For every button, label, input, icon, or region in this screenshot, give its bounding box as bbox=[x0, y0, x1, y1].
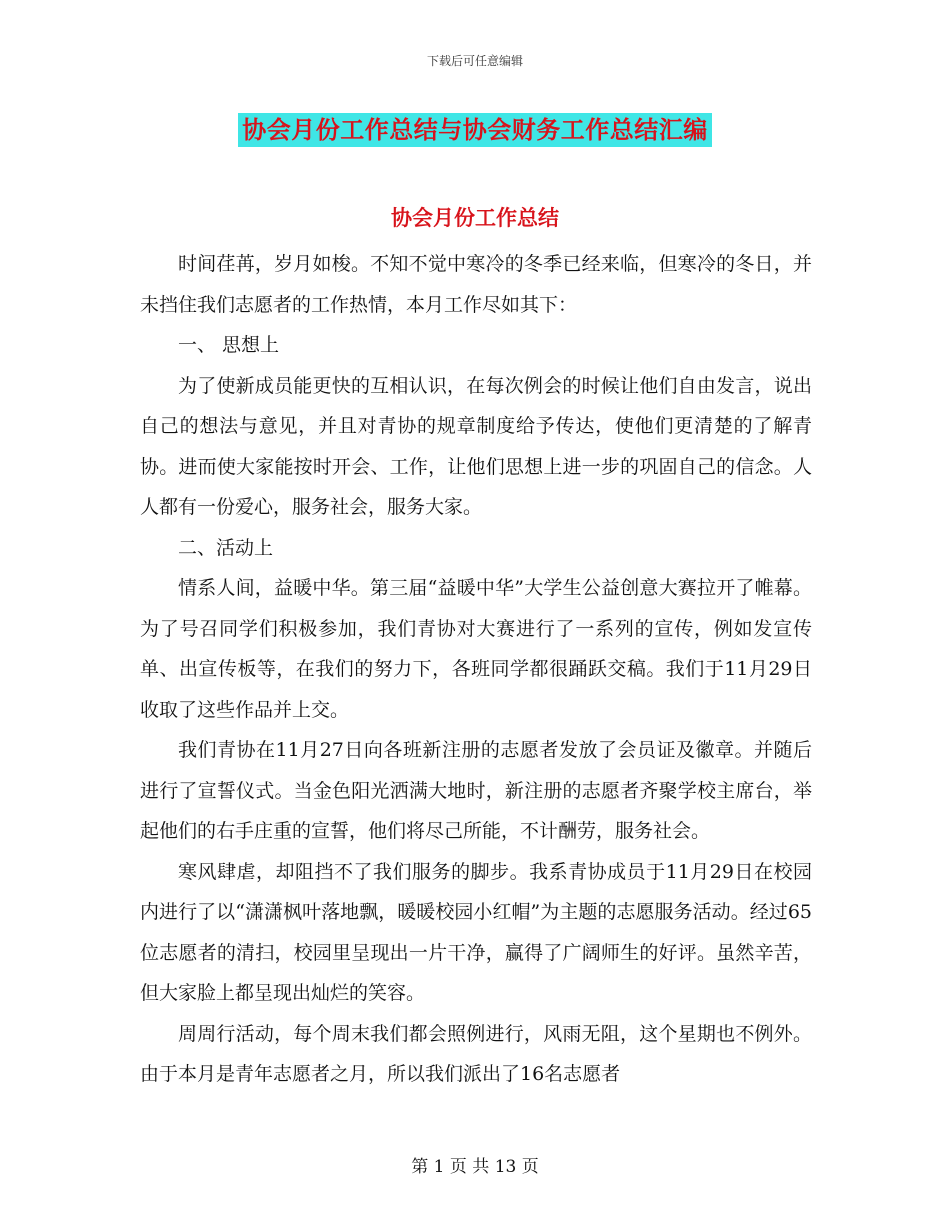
paragraph-intro: 时间荏苒，岁月如梭。不知不觉中寒冷的冬季已经来临，但寒冷的冬日，并未挡住我们志愿者的工作热情，本月工作尽如其下： bbox=[140, 253, 812, 316]
document-title-wrap bbox=[0, 113, 950, 147]
paragraph-contest: 情系人间，益暖中华。第三届“益暖中华”大学生公益创意大赛拉开了帷幕。为了号召同学们积极参加，我们青协对大赛进行了一系列的宣传，例如发宣传单、出宣传板等，在我们的努力下，各班同学都很踊跃交稿。我们于11月29日收取了这些作品并上交。 bbox=[140, 577, 812, 721]
page-footer: 第 1 页 共 13 页 bbox=[411, 1157, 539, 1177]
section-title: 协会月份工作总结 bbox=[391, 206, 559, 230]
document-title: 协会月份工作总结与协会财务工作总结汇编 bbox=[238, 113, 712, 147]
header-note: 下载后可任意编辑 bbox=[426, 54, 523, 68]
heading-activity: 二、活动上 bbox=[178, 536, 274, 559]
heading-thought: 一、 思想上 bbox=[178, 334, 280, 356]
document-body bbox=[140, 244, 812, 1095]
paragraph-thought: 为了使新成员能更快的互相认识，在每次例会的时候让他们自由发言，说出自己的想法与意见，并且对青协的规章制度给予传达，使他们更清楚的了解青协。进而使大家能按时开会、工作，让他们思想上进一步的巩固自己的信念。人人都有一份爱心，服务社会，服务大家。 bbox=[140, 374, 812, 518]
paragraph-cleanup: 寒风肆虐，却阻挡不了我们服务的脚步。我系青协成员于11月29日在校园内进行了以“潇潇枫叶落地飘，暖暖校园小红帽”为主题的志愿服务活动。经过65位志愿者的清扫，校园里呈现出一片干净，赢得了广阔师生的好评。虽然辛苦，但大家脸上都呈现出灿烂的笑容。 bbox=[140, 860, 812, 1004]
paragraph-oath: 我们青协在11月27日向各班新注册的志愿者发放了会员证及徽章。并随后进行了宣誓仪式。当金色阳光洒满大地时，新注册的志愿者齐聚学校主席台，举起他们的右手庄重的宣誓，他们将尽己所能，不计酬劳，服务社会。 bbox=[140, 739, 812, 842]
paragraph-weekly: 周周行活动，每个周末我们都会照例进行，风雨无阻，这个星期也不例外。由于本月是青年志愿者之月，所以我们派出了16名志愿者 bbox=[140, 1022, 812, 1085]
